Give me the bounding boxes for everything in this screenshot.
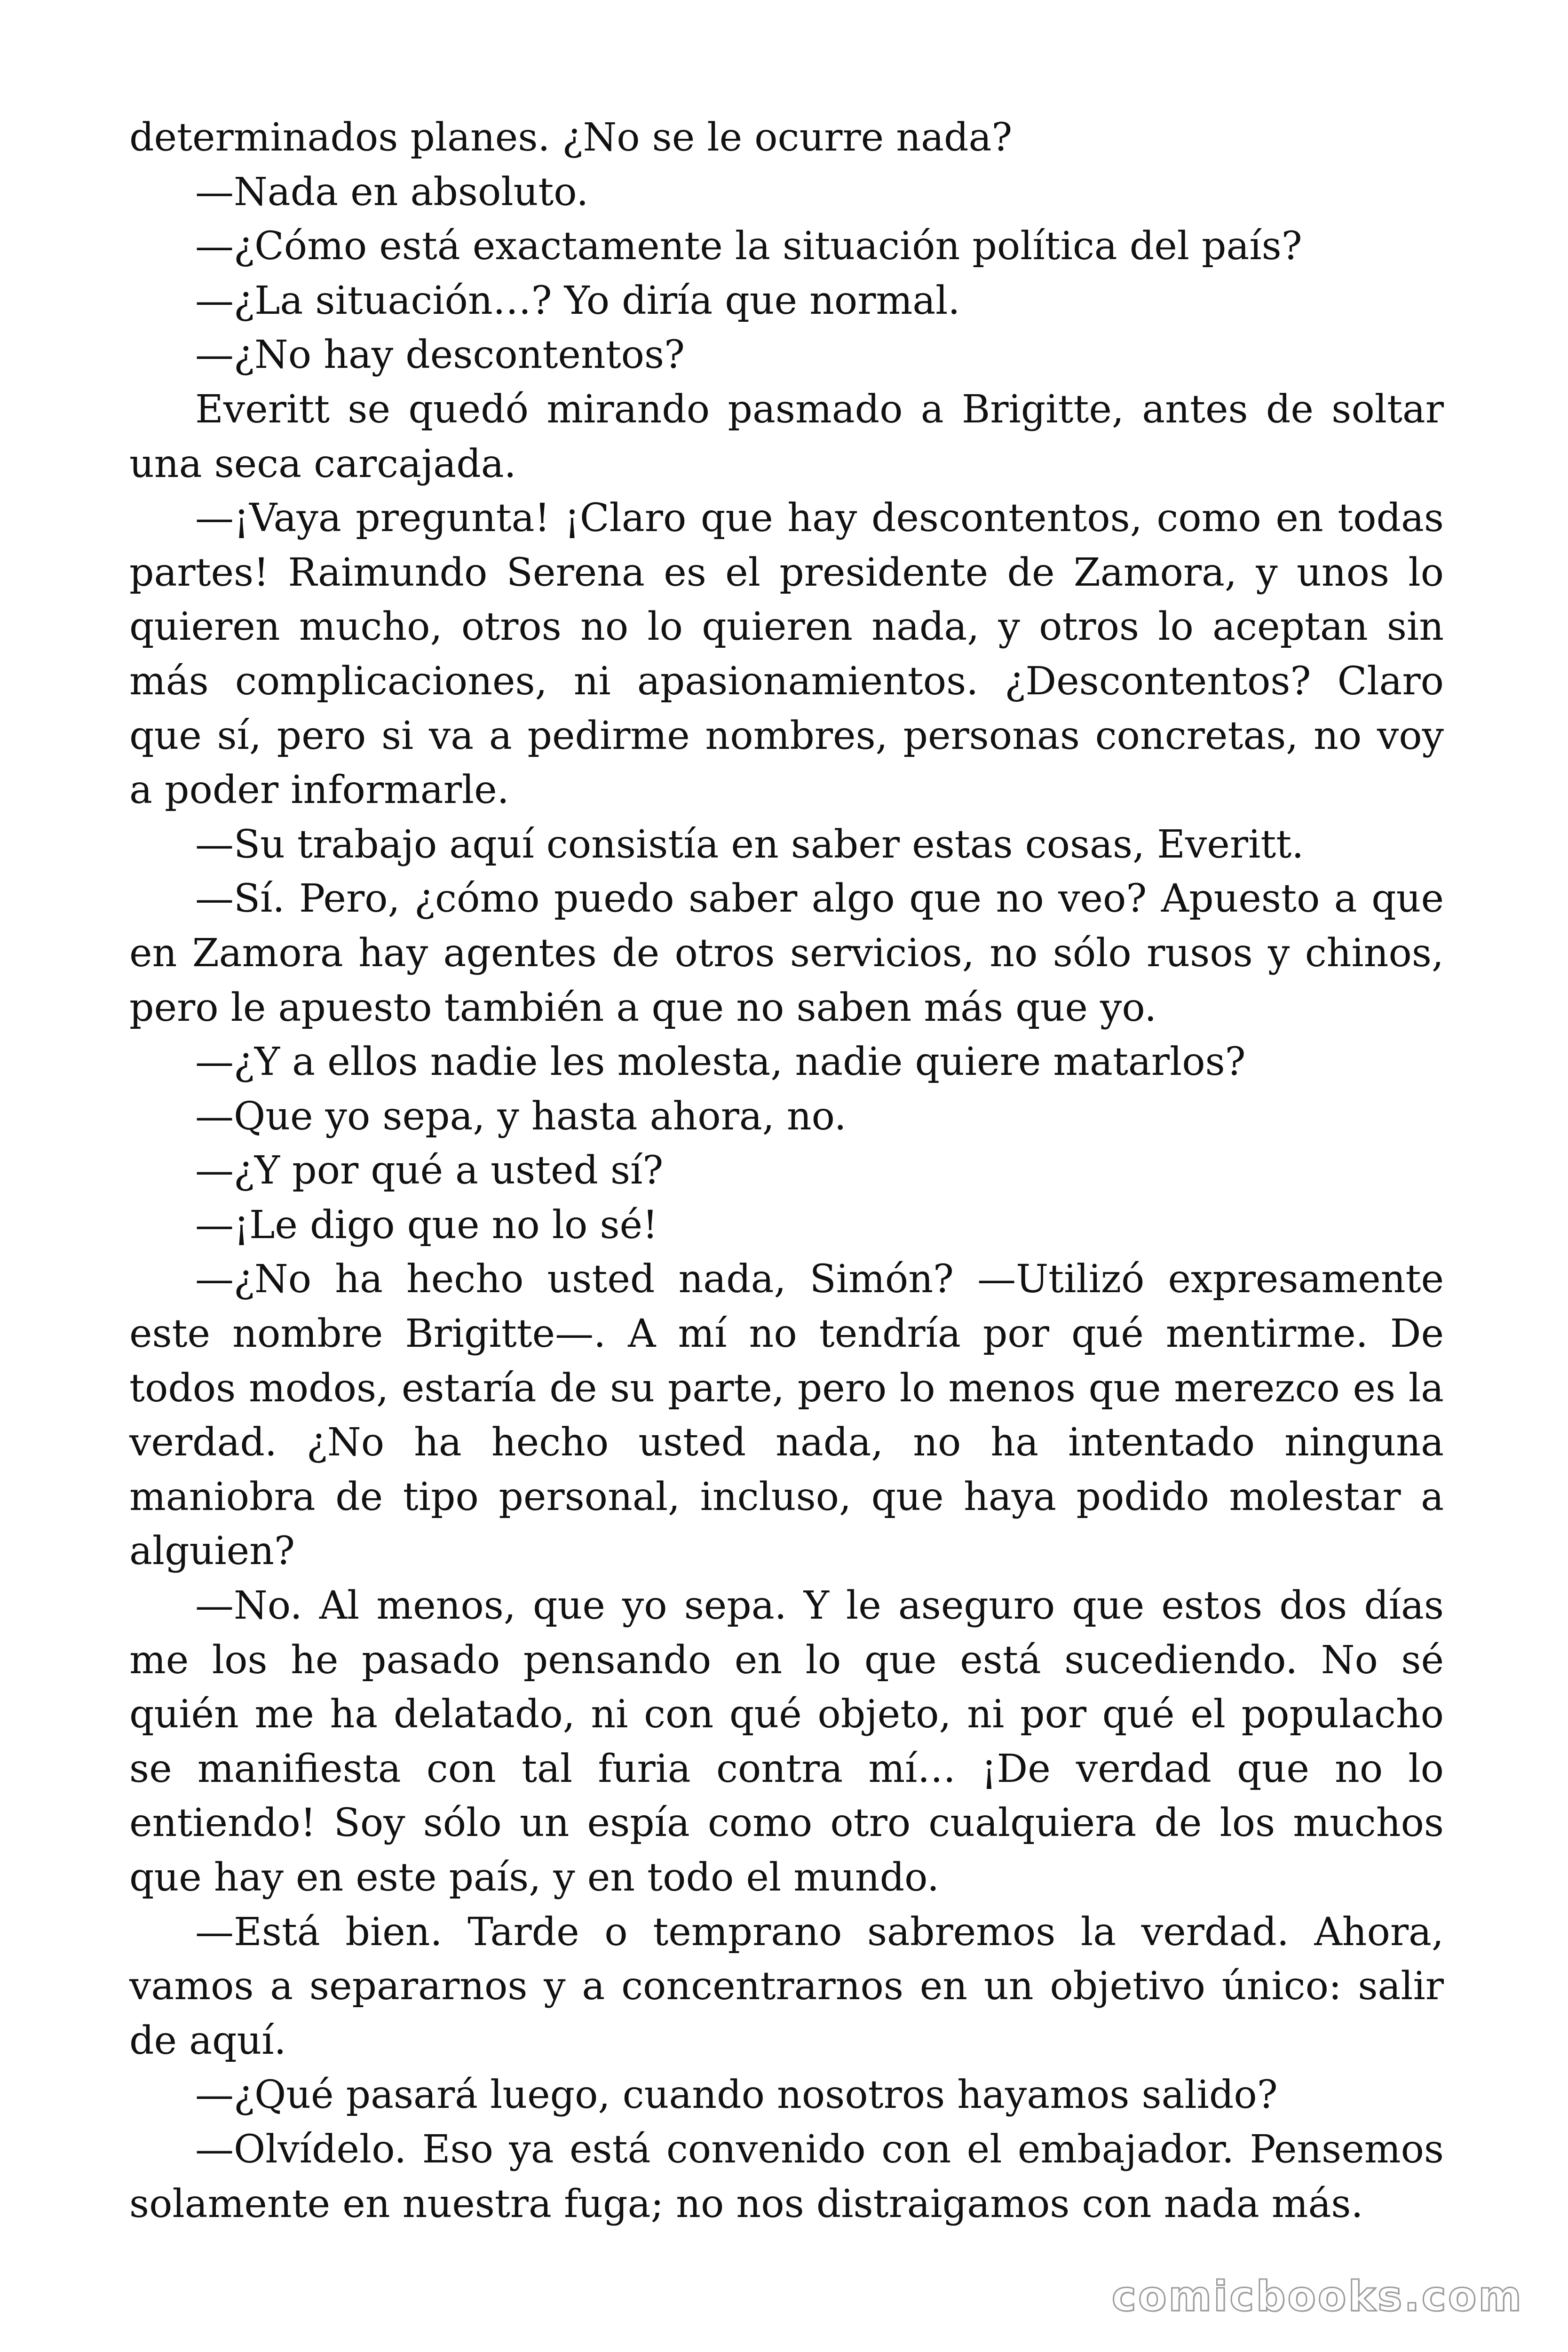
paragraph: —Nada en absoluto. bbox=[195, 169, 589, 215]
paragraph: —¿Cómo está exactamente la situación política del país? bbox=[195, 224, 1302, 269]
paragraph: determinados planes. ¿No se le ocurre nada? bbox=[129, 115, 1013, 160]
paragraph: —Sí. Pero, ¿cómo puedo saber algo que no veo? Apuesto a que en Zamora hay agentes de otros servicios, no sólo rusos y chinos, pero le apuesto también a que no saben más que yo. bbox=[129, 876, 1444, 1030]
paragraph: —Olvídelo. Eso ya está convenido con el embajador. Pensemos solamente en nuestra fuga; no nos distraigamos con nada más. bbox=[129, 2127, 1444, 2226]
paragraph: —¿Qué pasará luego, cuando nosotros hayamos salido? bbox=[195, 2073, 1278, 2118]
watermark: comicbooks.com bbox=[1111, 2272, 1523, 2320]
paragraph: —¿La situación…? Yo diría que normal. bbox=[195, 278, 960, 323]
paragraph: —¡Le digo que no lo sé! bbox=[195, 1202, 658, 1248]
page-text bbox=[129, 111, 1444, 2231]
paragraph: —Que yo sepa, y hasta ahora, no. bbox=[195, 1094, 847, 1139]
paragraph: —¿No ha hecho usted nada, Simón? —Utilizó expresamente este nombre Brigitte—. A mí no tendría por qué mentirme. De todos modos, estaría de su parte, pero lo menos que merezco es la verdad. ¿No ha hecho usted nada, no ha intentado ninguna maniobra de tipo personal, incluso, que haya podido molestar a alguien? bbox=[129, 1257, 1444, 1574]
paragraph: —¿Y por qué a usted sí? bbox=[195, 1148, 664, 1193]
paragraph: —No. Al menos, que yo sepa. Y le aseguro que estos dos días me los he pasado pensando en lo que está sucediendo. No sé quién me ha delatado, ni con qué objeto, ni por qué el populacho se manifiesta con tal furia contra mí… ¡De verdad que no lo entiendo! Soy sólo un espía como otro cualquiera de los muchos que hay en este país, y en todo el mundo. bbox=[129, 1583, 1444, 1900]
paragraph: —¡Vaya pregunta! ¡Claro que hay descontentos, como en todas partes! Raimundo Serena es el presidente de Zamora, y unos lo quieren mucho, otros no lo quieren nada, y otros lo aceptan sin más complicaciones, ni apasionamientos. ¿Descontentos? Claro que sí, pero si va a pedirme nombres, personas concretas, no voy a poder informarle. bbox=[129, 496, 1444, 813]
paragraph: —¿No hay descontentos? bbox=[195, 333, 685, 378]
paragraph: —Su trabajo aquí consistía en saber estas cosas, Everitt. bbox=[195, 822, 1304, 867]
paragraph: Everitt se quedó mirando pasmado a Brigitte, antes de soltar una seca carcajada. bbox=[129, 387, 1444, 486]
paragraph: —¿Y a ellos nadie les molesta, nadie quiere matarlos? bbox=[195, 1040, 1246, 1085]
paragraph: —Está bien. Tarde o temprano sabremos la verdad. Ahora, vamos a separarnos y a concentrarnos en un objetivo único: salir de aquí. bbox=[129, 1909, 1444, 2063]
